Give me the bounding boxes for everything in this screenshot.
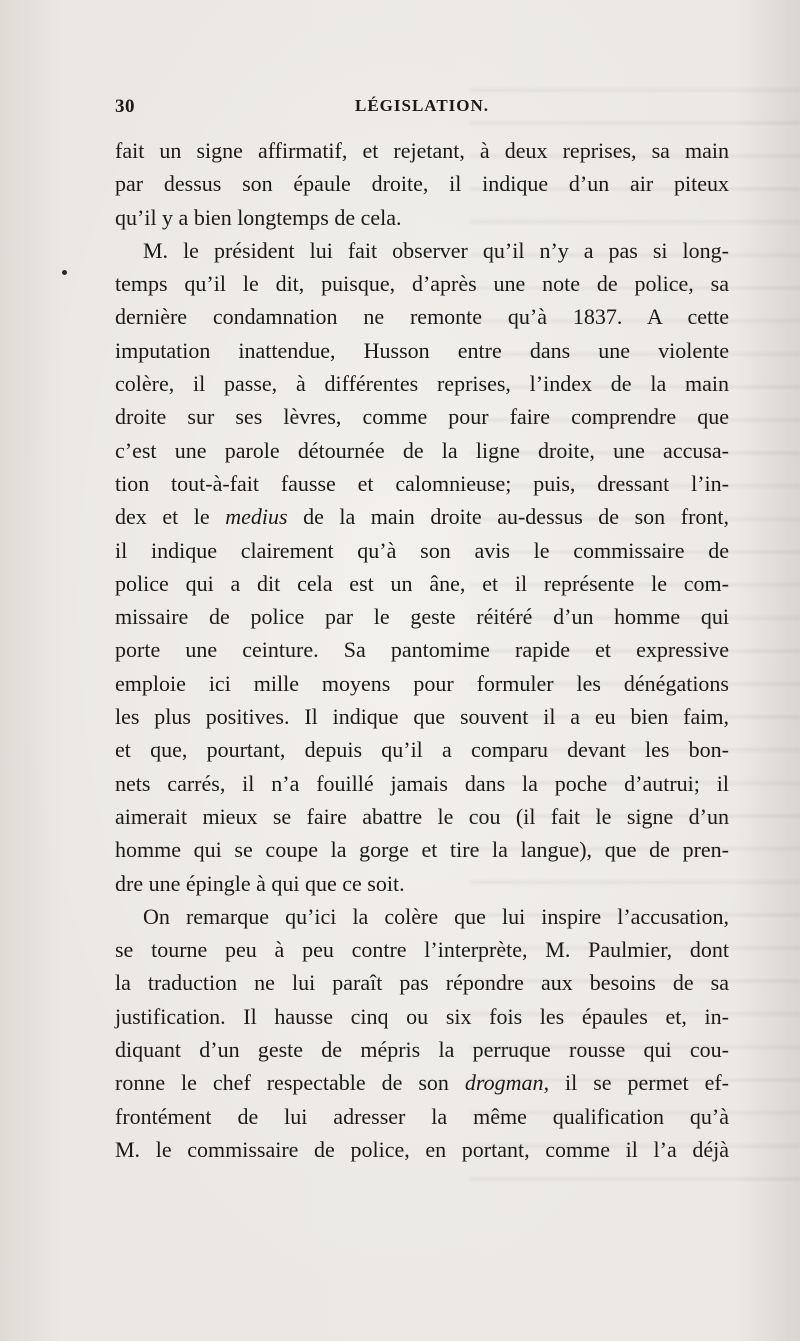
text-line: les plus positives. Il indique que souvent il a eu bien faim,: [115, 704, 729, 730]
text-line: se tourne peu à peu contre l’interprète, M. Paulmier, dont: [115, 937, 729, 963]
text-line: nets carrés, il n’a fouillé jamais dans la poche d’autrui; il: [115, 770, 729, 796]
text-line: frontément de lui adresser la même qualification qu’à: [115, 1103, 729, 1129]
text-line: c’est une parole détournée de la ligne droite, une accusa-: [115, 437, 729, 463]
margin-ink-dot: [62, 270, 67, 275]
text-line: dre une épingle à qui que ce soit.: [115, 870, 405, 896]
text-line: droite sur ses lèvres, comme pour faire comprendre que: [115, 404, 729, 430]
text-line: temps qu’il le dit, puisque, d’après une note de police, sa: [115, 271, 729, 297]
text-line: porte une ceinture. Sa pantomime rapide et expressive: [115, 637, 729, 663]
text-line: homme qui se coupe la gorge et tire la langue), que de pren-: [115, 837, 729, 863]
text-line: M. le commissaire de police, en portant, comme il l’a déjà: [115, 1136, 729, 1162]
running-head: LÉGISLATION.: [355, 96, 490, 115]
page-number: 30: [115, 96, 135, 117]
text-line: tion tout-à-fait fausse et calomnieuse; puis, dressant l’in-: [115, 470, 729, 496]
text-line: M. le président lui fait observer qu’il n’y a pas si long-: [143, 237, 729, 263]
text-line: justification. Il hausse cinq ou six fois les épaules et, in-: [115, 1003, 729, 1029]
text-line: diquant d’un geste de mépris la perruque rousse qui cou-: [115, 1037, 729, 1063]
text-segment: ronne le chef respectable de son: [115, 1070, 465, 1096]
text-line: la traduction ne lui paraît pas répondre aux besoins de sa: [115, 970, 729, 996]
text-line: il indique clairement qu’à son avis le commissaire de: [115, 537, 729, 563]
text-segment: de la main droite au-dessus de son front,: [287, 504, 730, 530]
body-text: [115, 134, 729, 1166]
text-line: imputation inattendue, Husson entre dans une violente: [115, 337, 729, 363]
text-line: [115, 500, 729, 533]
text-line: colère, il passe, à différentes reprises, l’index de la main: [115, 371, 729, 397]
italic-term: medius: [225, 504, 288, 530]
text-line: missaire de police par le geste réitéré d’un homme qui: [115, 604, 729, 630]
text-line: On remarque qu’ici la colère que lui inspire l’accusation,: [143, 903, 729, 929]
text-line: qu’il y a bien longtemps de cela.: [115, 204, 402, 230]
text-line: et que, pourtant, depuis qu’il a comparu devant les bon-: [115, 737, 729, 763]
text-line: par dessus son épaule droite, il indique d’un air piteux: [115, 171, 729, 197]
text-line: aimerait mieux se faire abattre le cou (il fait le signe d’un: [115, 803, 729, 829]
text-line: emploie ici mille moyens pour formuler les dénégations: [115, 670, 729, 696]
text-segment: dex et le: [115, 504, 226, 530]
text-line: dernière condamnation ne remonte qu’à 1837. A cette: [115, 304, 729, 330]
page-header: [115, 96, 725, 124]
text-line: [115, 1066, 729, 1099]
text-line: police qui a dit cela est un âne, et il représente le com-: [115, 570, 729, 596]
text-segment: , il se permet ef-: [543, 1070, 729, 1096]
text-line: fait un signe affirmatif, et rejetant, à deux reprises, sa main: [115, 138, 729, 163]
italic-term: drogman: [464, 1070, 544, 1096]
